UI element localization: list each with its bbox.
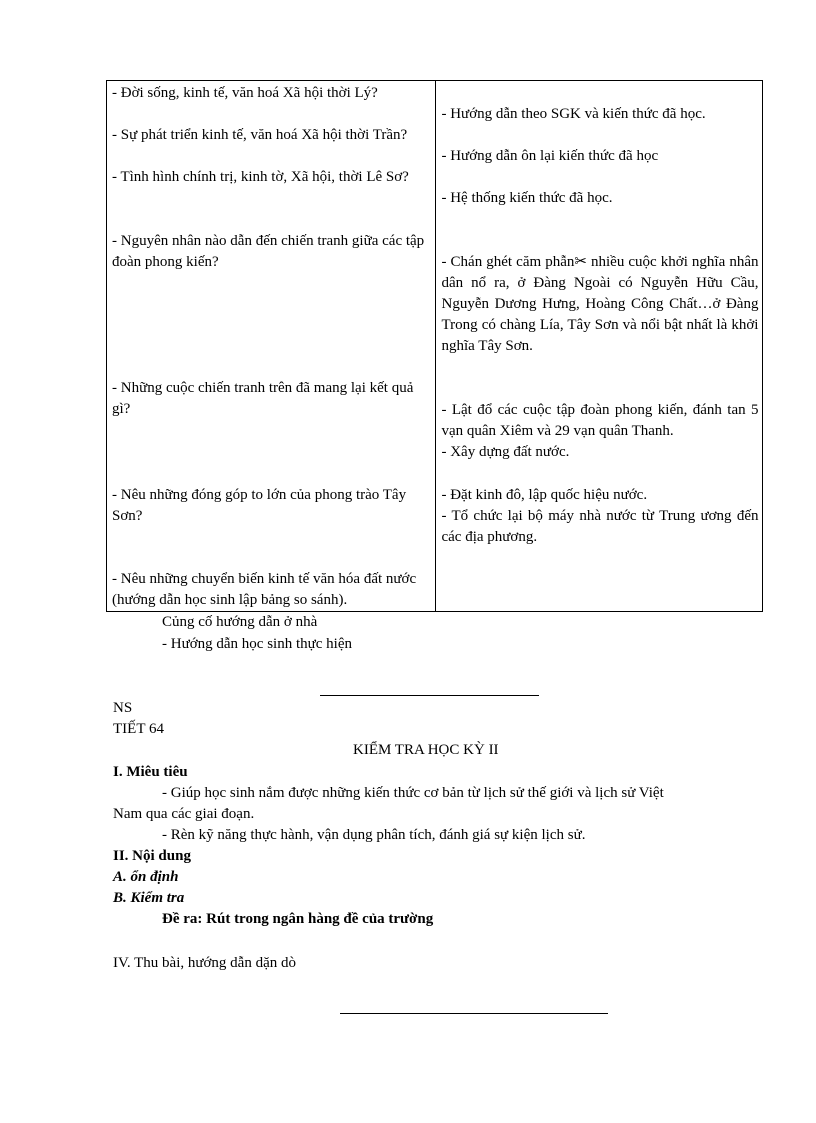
question-4: - Nguyên nhân nào dẫn đến chiến tranh giữa các tập đoàn phong kiến? — [112, 233, 425, 270]
question-7: - Nêu những chuyển biến kinh tế văn hóa đất nước (hướng dẫn học sinh lập bảng so sánh). — [112, 571, 417, 608]
question-2: - Sự phát triển kinh tế, văn hoá Xã hội thời Trần? — [112, 127, 408, 143]
separator-line — [320, 695, 539, 696]
lesson-number: TIẾT 64 — [113, 721, 164, 737]
section-2-heading: II. Nội dung — [113, 848, 191, 864]
answer-8: - Tổ chức lại bộ máy nhà nước từ Trung ương đến các địa phương. — [441, 508, 759, 545]
page-title: KIỂM TRA HỌC KỲ II — [353, 742, 499, 758]
answer-4: - Chán ghét căm phẫn✂ nhiều cuộc khởi nghĩa nhân dân nổ ra, ở Đàng Ngoài có Nguyễn Hữu Cầu, Nguyễn Dương Hưng, Hoàng Công Chất…ở Đàng Trong có chàng Lía, Tây Sơn và nổi bật nhất là khởi nghĩa Tây Sơn. — [441, 254, 759, 354]
question-1: - Đời sống, kinh tế, văn hoá Xã hội thời Lý? — [112, 85, 378, 101]
subsection-b: B. Kiểm tra — [113, 890, 185, 906]
review-table — [106, 80, 763, 612]
objective-2: - Rèn kỹ năng thực hành, vận dụng phân tích, đánh giá sự kiện lịch sử. — [162, 827, 586, 843]
section-1-heading: I. Miêu tiêu — [113, 764, 188, 780]
answer-2: - Hướng dẫn ôn lại kiến thức đã học — [441, 148, 659, 164]
questions-column — [107, 81, 436, 612]
section-4-text: IV. Thu bài, hướng dẫn dặn dò — [113, 955, 296, 971]
homework-instruction: - Hướng dẫn học sinh thực hiện — [162, 636, 352, 652]
exam-source: Đề ra: Rút trong ngân hàng đề của trường — [162, 911, 434, 927]
question-5: - Những cuộc chiến tranh trên đã mang lại kết quả gì? — [112, 380, 414, 417]
answer-7: - Đặt kinh đô, lập quốc hiệu nước. — [441, 487, 648, 503]
ns-label: NS — [113, 700, 133, 716]
answers-column — [436, 81, 763, 612]
objective-1-line-2: Nam qua các giai đoạn. — [113, 806, 255, 822]
answer-6: - Xây dựng đất nước. — [441, 444, 570, 460]
question-3: - Tình hình chính trị, kinh tờ, Xã hội, thời Lê Sơ? — [112, 169, 409, 185]
answer-5: - Lật đổ các cuộc tập đoàn phong kiến, đánh tan 5 vạn quân Xiêm và 29 vạn quân Thanh. — [441, 402, 759, 439]
answer-1: - Hướng dẫn theo SGK và kiến thức đã học. — [441, 106, 706, 122]
homework-heading: Củng cố hướng dẫn ở nhà — [162, 614, 318, 630]
objective-1-line-1: - Giúp học sinh nắm được những kiến thức cơ bản từ lịch sử thế giới và lịch sử Việt — [162, 785, 664, 801]
question-6: - Nêu những đóng góp to lớn của phong trào Tây Sơn? — [112, 487, 407, 524]
subsection-a: A. ổn định — [113, 869, 179, 885]
end-separator-line — [340, 1013, 608, 1014]
answer-3: - Hệ thống kiến thức đã học. — [441, 190, 613, 206]
